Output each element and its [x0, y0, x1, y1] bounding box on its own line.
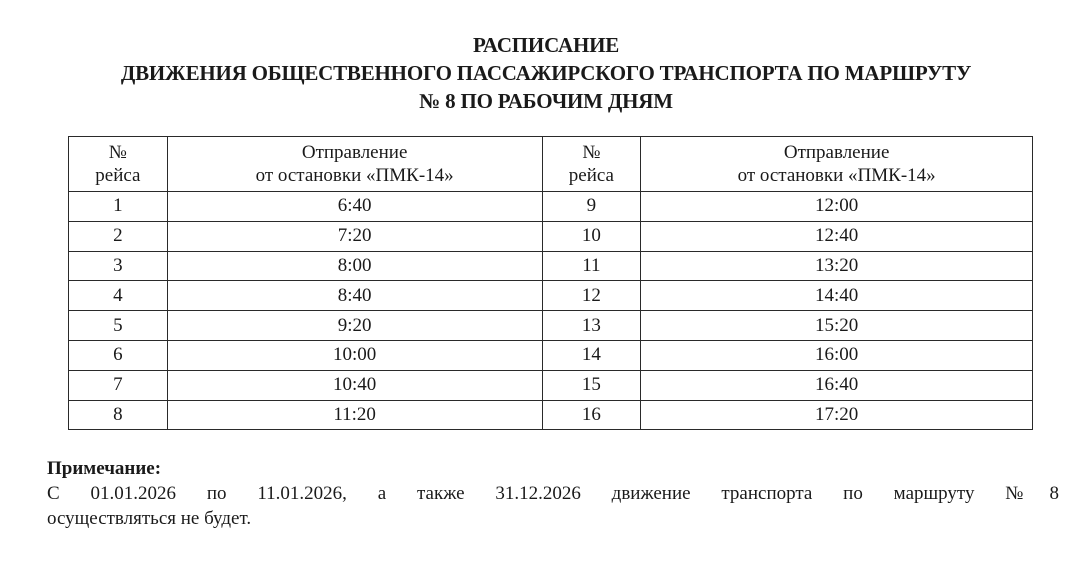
table-row — [69, 281, 1033, 311]
header-departure-2: Отправление от остановки «ПМК-14» — [641, 137, 1033, 192]
departure-time: 12:40 — [641, 221, 1033, 251]
note-section — [47, 456, 1059, 531]
trip-number: 9 — [542, 192, 641, 222]
departure-time: 10:00 — [167, 340, 542, 370]
trip-number: 3 — [69, 251, 168, 281]
trip-number: 6 — [69, 340, 168, 370]
trip-number: 10 — [542, 221, 641, 251]
trip-number: 7 — [69, 370, 168, 400]
table-row — [69, 192, 1033, 222]
table-row — [69, 400, 1033, 430]
trip-number: 13 — [542, 311, 641, 341]
table-row — [69, 340, 1033, 370]
departure-time: 7:20 — [167, 221, 542, 251]
table-row — [69, 370, 1033, 400]
trip-number: 15 — [542, 370, 641, 400]
header-trip-number-2: № рейса — [542, 137, 641, 192]
departure-time: 12:00 — [641, 192, 1033, 222]
departure-time: 6:40 — [167, 192, 542, 222]
schedule-table — [68, 136, 1033, 430]
title-line-2: ДВИЖЕНИЯ ОБЩЕСТВЕННОГО ПАССАЖИРСКОГО ТРАНСПОРТА ПО МАРШРУТУ — [120, 61, 972, 85]
header-trip-number: № рейса — [69, 137, 168, 192]
departure-time: 16:00 — [641, 340, 1033, 370]
trip-number: 1 — [69, 192, 168, 222]
trip-number: 8 — [69, 400, 168, 430]
note-text-line-1: С 01.01.2026 по 11.01.2026, а также 31.12.2026 движение транспорта по маршруту №8 — [47, 483, 1059, 504]
trip-number: 11 — [542, 251, 641, 281]
trip-number: 16 — [542, 400, 641, 430]
departure-time: 8:00 — [167, 251, 542, 281]
departure-time: 14:40 — [641, 281, 1033, 311]
title-line-3: № 8 ПО РАБОЧИМ ДНЯМ — [419, 89, 673, 113]
departure-time: 15:20 — [641, 311, 1033, 341]
trip-number: 12 — [542, 281, 641, 311]
note-title: Примечание: — [47, 458, 162, 479]
departure-time: 9:20 — [167, 311, 542, 341]
table-row — [69, 251, 1033, 281]
departure-time: 16:40 — [641, 370, 1033, 400]
departure-time: 10:40 — [167, 370, 542, 400]
table-header-row — [69, 137, 1033, 192]
departure-time: 17:20 — [641, 400, 1033, 430]
note-text-line-2: осуществляться не будет. — [47, 508, 252, 529]
table-row — [69, 311, 1033, 341]
departure-time: 8:40 — [167, 281, 542, 311]
trip-number: 2 — [69, 221, 168, 251]
header-departure: Отправление от остановки «ПМК-14» — [167, 137, 542, 192]
trip-number: 5 — [69, 311, 168, 341]
title-line-1: РАСПИСАНИЕ — [472, 33, 620, 57]
departure-time: 11:20 — [167, 400, 542, 430]
departure-time: 13:20 — [641, 251, 1033, 281]
trip-number: 4 — [69, 281, 168, 311]
table-row — [69, 221, 1033, 251]
trip-number: 14 — [542, 340, 641, 370]
document-title — [0, 31, 1092, 115]
